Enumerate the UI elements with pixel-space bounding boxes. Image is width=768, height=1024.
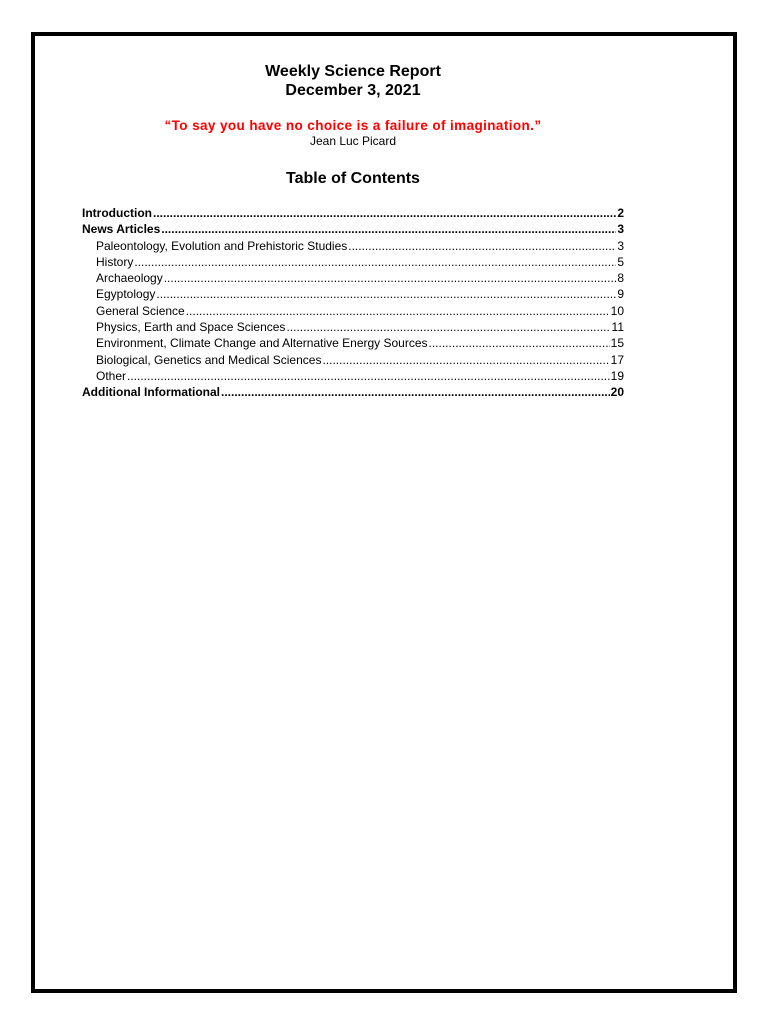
toc-entry-page: 17 <box>610 352 624 367</box>
toc-entry-label: News Articles <box>82 222 161 237</box>
report-title: Weekly Science Report <box>265 63 441 80</box>
toc-leader-dots <box>134 254 616 270</box>
toc-entry-additional-informational[interactable] <box>82 384 624 400</box>
toc-entry-page: 3 <box>617 222 624 237</box>
toc-entry-label: Introduction <box>82 206 152 220</box>
toc-entry-other[interactable] <box>82 368 624 384</box>
toc-entry-introduction[interactable] <box>82 205 624 221</box>
toc-entry-page: 20 <box>610 385 624 400</box>
toc-entry-label: General Science <box>96 303 185 318</box>
toc-leader-dots <box>164 270 617 286</box>
toc-entry-environment-climate[interactable] <box>82 335 624 351</box>
toc-leader-dots <box>186 303 610 319</box>
toc-entry-label: Paleontology, Evolution and Prehistoric Studies <box>96 238 348 253</box>
toc-entry-physics-earth-space[interactable] <box>82 319 624 335</box>
toc-leader-dots <box>429 335 610 351</box>
toc-leader-dots <box>127 368 610 384</box>
toc-entry-archaeology[interactable] <box>82 270 624 286</box>
toc-entry-page: 5 <box>617 254 624 269</box>
toc-entry-page: 19 <box>610 368 624 383</box>
toc-leader-dots <box>153 205 616 221</box>
toc-entry-news-articles[interactable] <box>82 221 624 237</box>
table-of-contents <box>82 205 624 401</box>
toc-entry-page: 8 <box>617 271 624 286</box>
toc-entry-label: Other <box>96 368 127 383</box>
toc-leader-dots <box>286 319 610 335</box>
toc-entry-label: Physics, Earth and Space Sciences <box>96 320 286 335</box>
toc-leader-dots <box>348 238 616 254</box>
toc-entry-page: 2 <box>617 206 624 220</box>
toc-entry-general-science[interactable] <box>82 303 624 319</box>
toc-leader-dots <box>221 384 610 400</box>
toc-entry-page: 3 <box>617 238 624 253</box>
toc-entry-egyptology[interactable] <box>82 286 624 302</box>
toc-leader-dots <box>156 286 616 302</box>
toc-entry-page: 10 <box>610 303 624 318</box>
toc-entry-label: Additional Informational <box>82 385 220 400</box>
toc-entry-paleontology[interactable] <box>82 238 624 254</box>
toc-entry-page: 9 <box>617 287 624 302</box>
toc-heading: Table of Contents <box>286 170 420 187</box>
toc-entry-label: Archaeology <box>96 271 163 286</box>
document-content <box>82 62 624 401</box>
toc-entry-label: Environment, Climate Change and Alternative Energy Sources <box>96 336 428 351</box>
toc-entry-history[interactable] <box>82 254 624 270</box>
toc-entry-label: Egyptology <box>96 287 156 302</box>
toc-leader-dots <box>161 221 616 237</box>
quote-text: “To say you have no choice is a failure of imagination.” <box>164 118 542 133</box>
toc-entry-page: 11 <box>611 320 624 335</box>
report-date: December 3, 2021 <box>285 82 421 99</box>
toc-leader-dots <box>322 352 609 368</box>
toc-entry-biological-genetics-medical[interactable] <box>82 352 624 368</box>
toc-entry-label: Biological, Genetics and Medical Sciences <box>96 352 322 367</box>
title-block <box>82 62 624 100</box>
toc-entry-label: History <box>96 254 134 269</box>
quote-author: Jean Luc Picard <box>309 134 397 148</box>
toc-entry-page: 15 <box>610 336 624 351</box>
